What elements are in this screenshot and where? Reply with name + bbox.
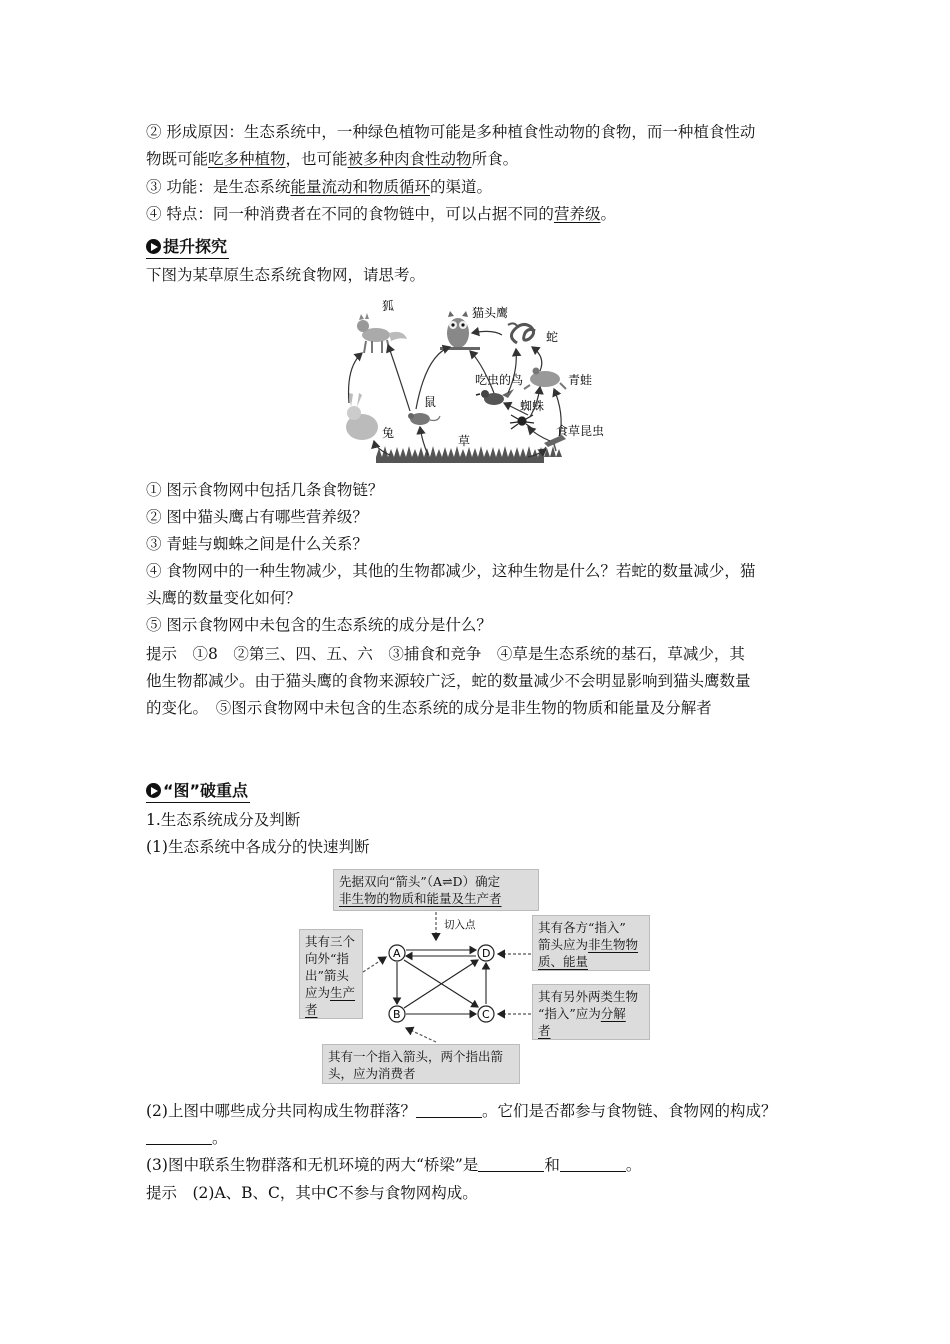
text-line: (1)生态系统中各成分的快速判断 bbox=[146, 838, 370, 856]
svg-text:A: A bbox=[393, 947, 401, 960]
rabbit-icon bbox=[346, 393, 378, 440]
text-line: ③ 青蛙与蜘蛛之间是什么关系？ bbox=[146, 535, 368, 553]
svg-text:B: B bbox=[393, 1008, 401, 1021]
svg-text:吃虫的鸟: 吃虫的鸟 bbox=[475, 373, 524, 387]
svg-text:青蛙: 青蛙 bbox=[568, 373, 593, 387]
text-line: ② 形成原因：生态系统中，一种绿色植物可能是多种植食性动物的食物，而一种植食性动 bbox=[146, 123, 756, 141]
text-line: 下图为某草原生态系统食物网，请思考。 bbox=[146, 266, 426, 284]
text-line: 头鹰的数量变化如何？ bbox=[146, 589, 302, 607]
svg-text:蛇: 蛇 bbox=[546, 330, 559, 344]
fox-icon bbox=[357, 313, 407, 353]
svg-text:鼠: 鼠 bbox=[424, 395, 437, 409]
diagram-box-bottom: 其有一个指入箭头，两个指出箭 头，应为消费者 bbox=[322, 1044, 520, 1084]
answer-blank[interactable] bbox=[478, 1157, 544, 1172]
text-line: ② 图中猫头鹰占有哪些营养级？ bbox=[146, 508, 368, 526]
text-line: 1.生态系统成分及判断 bbox=[146, 811, 301, 829]
svg-text:食草昆虫: 食草昆虫 bbox=[556, 424, 605, 438]
mouse-icon bbox=[408, 413, 440, 425]
diagram-box-right-bottom: 其有另外两类生物 “指入”应为分解 者 bbox=[532, 984, 650, 1040]
svg-text:D: D bbox=[482, 947, 491, 960]
section-heading: 提升探究 bbox=[146, 236, 229, 259]
ecosystem-component-diagram bbox=[360, 910, 540, 1048]
food-web-figure bbox=[332, 295, 624, 471]
play-circle-icon bbox=[146, 239, 161, 254]
text-line: 他生物都减少。由于猫头鹰的食物来源较广泛，蛇的数量减少不会明显影响到猫头鹰数量 bbox=[146, 672, 751, 690]
section-heading: “图”破重点 bbox=[146, 780, 250, 803]
grass-icon bbox=[376, 446, 562, 463]
frog-icon bbox=[524, 368, 566, 390]
text-line: 提示 (2)A、B、C，其中C不参与食物网构成。 bbox=[146, 1184, 478, 1202]
answer-blank[interactable] bbox=[416, 1103, 482, 1118]
svg-text:狐: 狐 bbox=[382, 299, 395, 313]
text-line: ③ 功能：是生态系统能量流动和物质循环的渠道。 bbox=[146, 178, 492, 196]
text-line: 的变化。 ⑤图示食物网中未包含的生态系统的成分是非生物的物质和能量及分解者 bbox=[146, 699, 712, 717]
svg-text:C: C bbox=[482, 1008, 490, 1021]
text-line: 物既可能吃多种植物，也可能被多种肉食性动物所食。 bbox=[146, 150, 519, 168]
snake-icon bbox=[508, 323, 535, 343]
svg-text:猫头鹰: 猫头鹰 bbox=[472, 306, 509, 320]
text-line: ④ 食物网中的一种生物减少，其他的生物都减少，这种生物是什么？若蛇的数量减少，猫 bbox=[146, 562, 756, 580]
answer-blank[interactable] bbox=[146, 1130, 212, 1145]
diagram-box-left: 其有三个 向外“指 出”箭头 应为生产 者 bbox=[299, 929, 363, 1019]
svg-text:蜘蛛: 蜘蛛 bbox=[520, 399, 545, 413]
answer-blank[interactable] bbox=[560, 1157, 626, 1172]
svg-text:草: 草 bbox=[458, 434, 471, 448]
diagram-box-top: 先据双向“箭头”（A⇌D）确定 非生物的物质和能量及生产者 bbox=[333, 869, 539, 911]
svg-text:切入点: 切入点 bbox=[444, 919, 476, 931]
diagram-box-right-top: 其有各方“指入” 箭头应为非生物物 质、能量 bbox=[532, 915, 650, 971]
play-circle-icon bbox=[146, 783, 161, 798]
text-line: ① 图示食物网中包括几条食物链？ bbox=[146, 481, 384, 499]
svg-text:兔: 兔 bbox=[382, 426, 395, 440]
text-line: (2)上图中哪些成分共同构成生物群落？ 。它们是否都参与食物链、食物网的构成？ bbox=[146, 1102, 777, 1120]
text-line: ④ 特点：同一种消费者在不同的食物链中，可以占据不同的营养级。 bbox=[146, 205, 616, 223]
text-line: 。 bbox=[146, 1127, 826, 1149]
text-line: 提示 ①8 ②第三、四、五、六 ③捕食和竞争 ④草是生态系统的基石，草减少，其 bbox=[146, 645, 745, 663]
text-line: (3)图中联系生物群落和无机环境的两大“桥梁”是 和 。 bbox=[146, 1156, 642, 1174]
text-line: ⑤ 图示食物网中未包含的生态系统的成分是什么？ bbox=[146, 616, 492, 634]
